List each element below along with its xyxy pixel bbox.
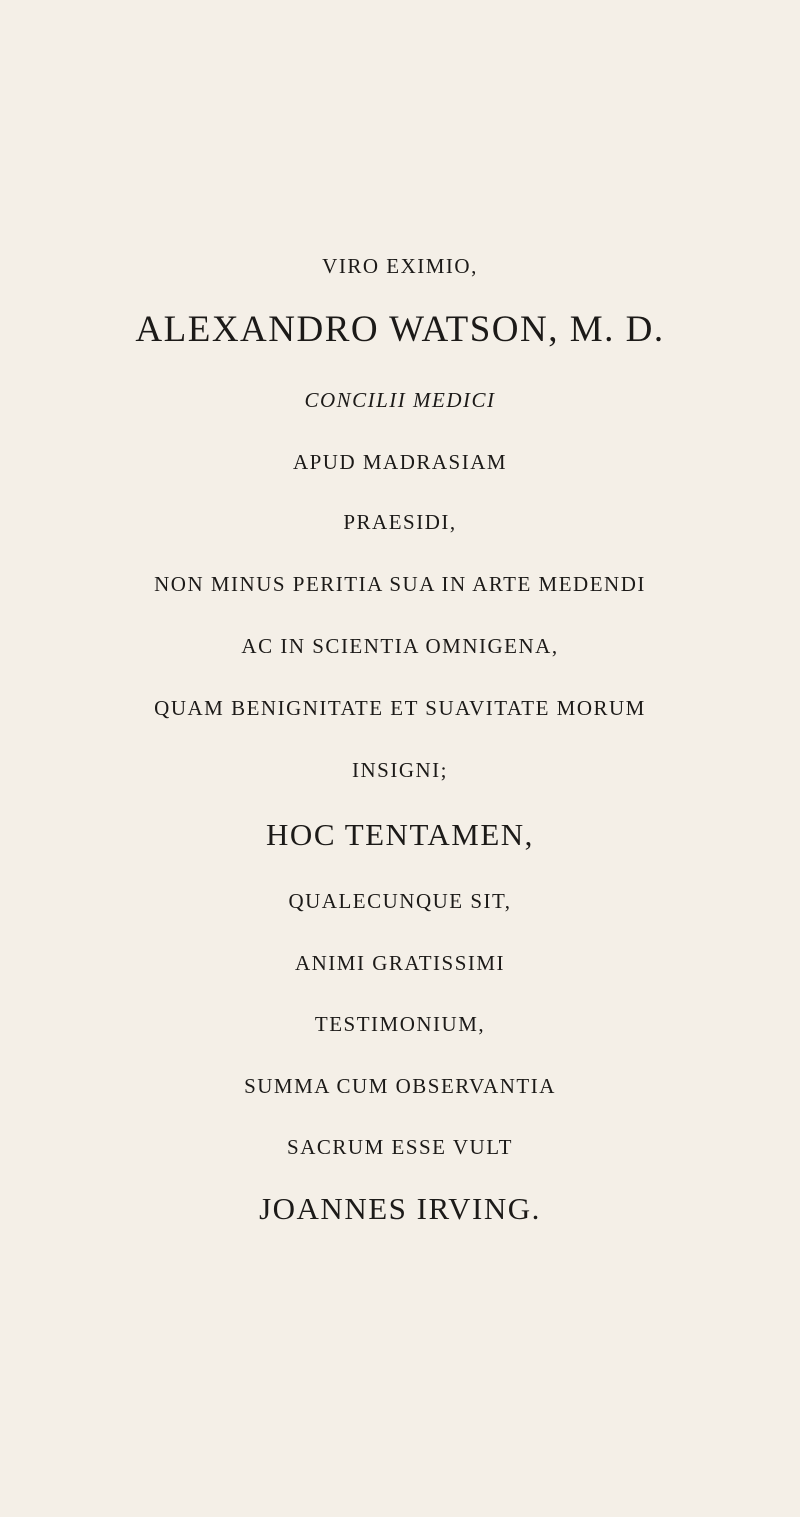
dedication-line-concilii-medici: CONCILII MEDICI bbox=[304, 388, 496, 412]
dedication-line-ac-in-scientia: AC IN SCIENTIA OMNIGENA, bbox=[241, 634, 559, 658]
dedication-line-sacrum-esse-vult: SACRUM ESSE VULT bbox=[287, 1135, 513, 1159]
dedication-line-apud-madrasiam: APUD MADRASIAM bbox=[292, 450, 508, 474]
dedication-line-signature: JOANNES IRVING. bbox=[259, 1191, 541, 1226]
dedication-line-summa-cum: SUMMA CUM OBSERVANTIA bbox=[244, 1074, 556, 1098]
dedication-line-viro-eximio: VIRO EXIMIO, bbox=[322, 254, 478, 278]
dedication-line-testimonium: TESTIMONIUM, bbox=[314, 1012, 486, 1036]
dedication-line-name: ALEXANDRO WATSON, M. D. bbox=[135, 309, 665, 350]
dedication-line-qualecunque-sit: QUALECUNQUE SIT, bbox=[288, 889, 512, 913]
dedication-line-praesidi: PRAESIDI, bbox=[343, 510, 457, 534]
dedication-line-hoc-tentamen: HOC TENTAMEN, bbox=[266, 817, 534, 852]
dedication-line-animi-gratissimi: ANIMI GRATISSIMI bbox=[294, 951, 506, 975]
dedication-line-insigni: INSIGNI; bbox=[352, 758, 448, 782]
dedication-line-quam-benignitate: QUAM BENIGNITATE ET SUAVITATE MORUM bbox=[154, 696, 646, 720]
dedication-line-non-minus: NON MINUS PERITIA SUA IN ARTE MEDENDI bbox=[154, 572, 646, 596]
